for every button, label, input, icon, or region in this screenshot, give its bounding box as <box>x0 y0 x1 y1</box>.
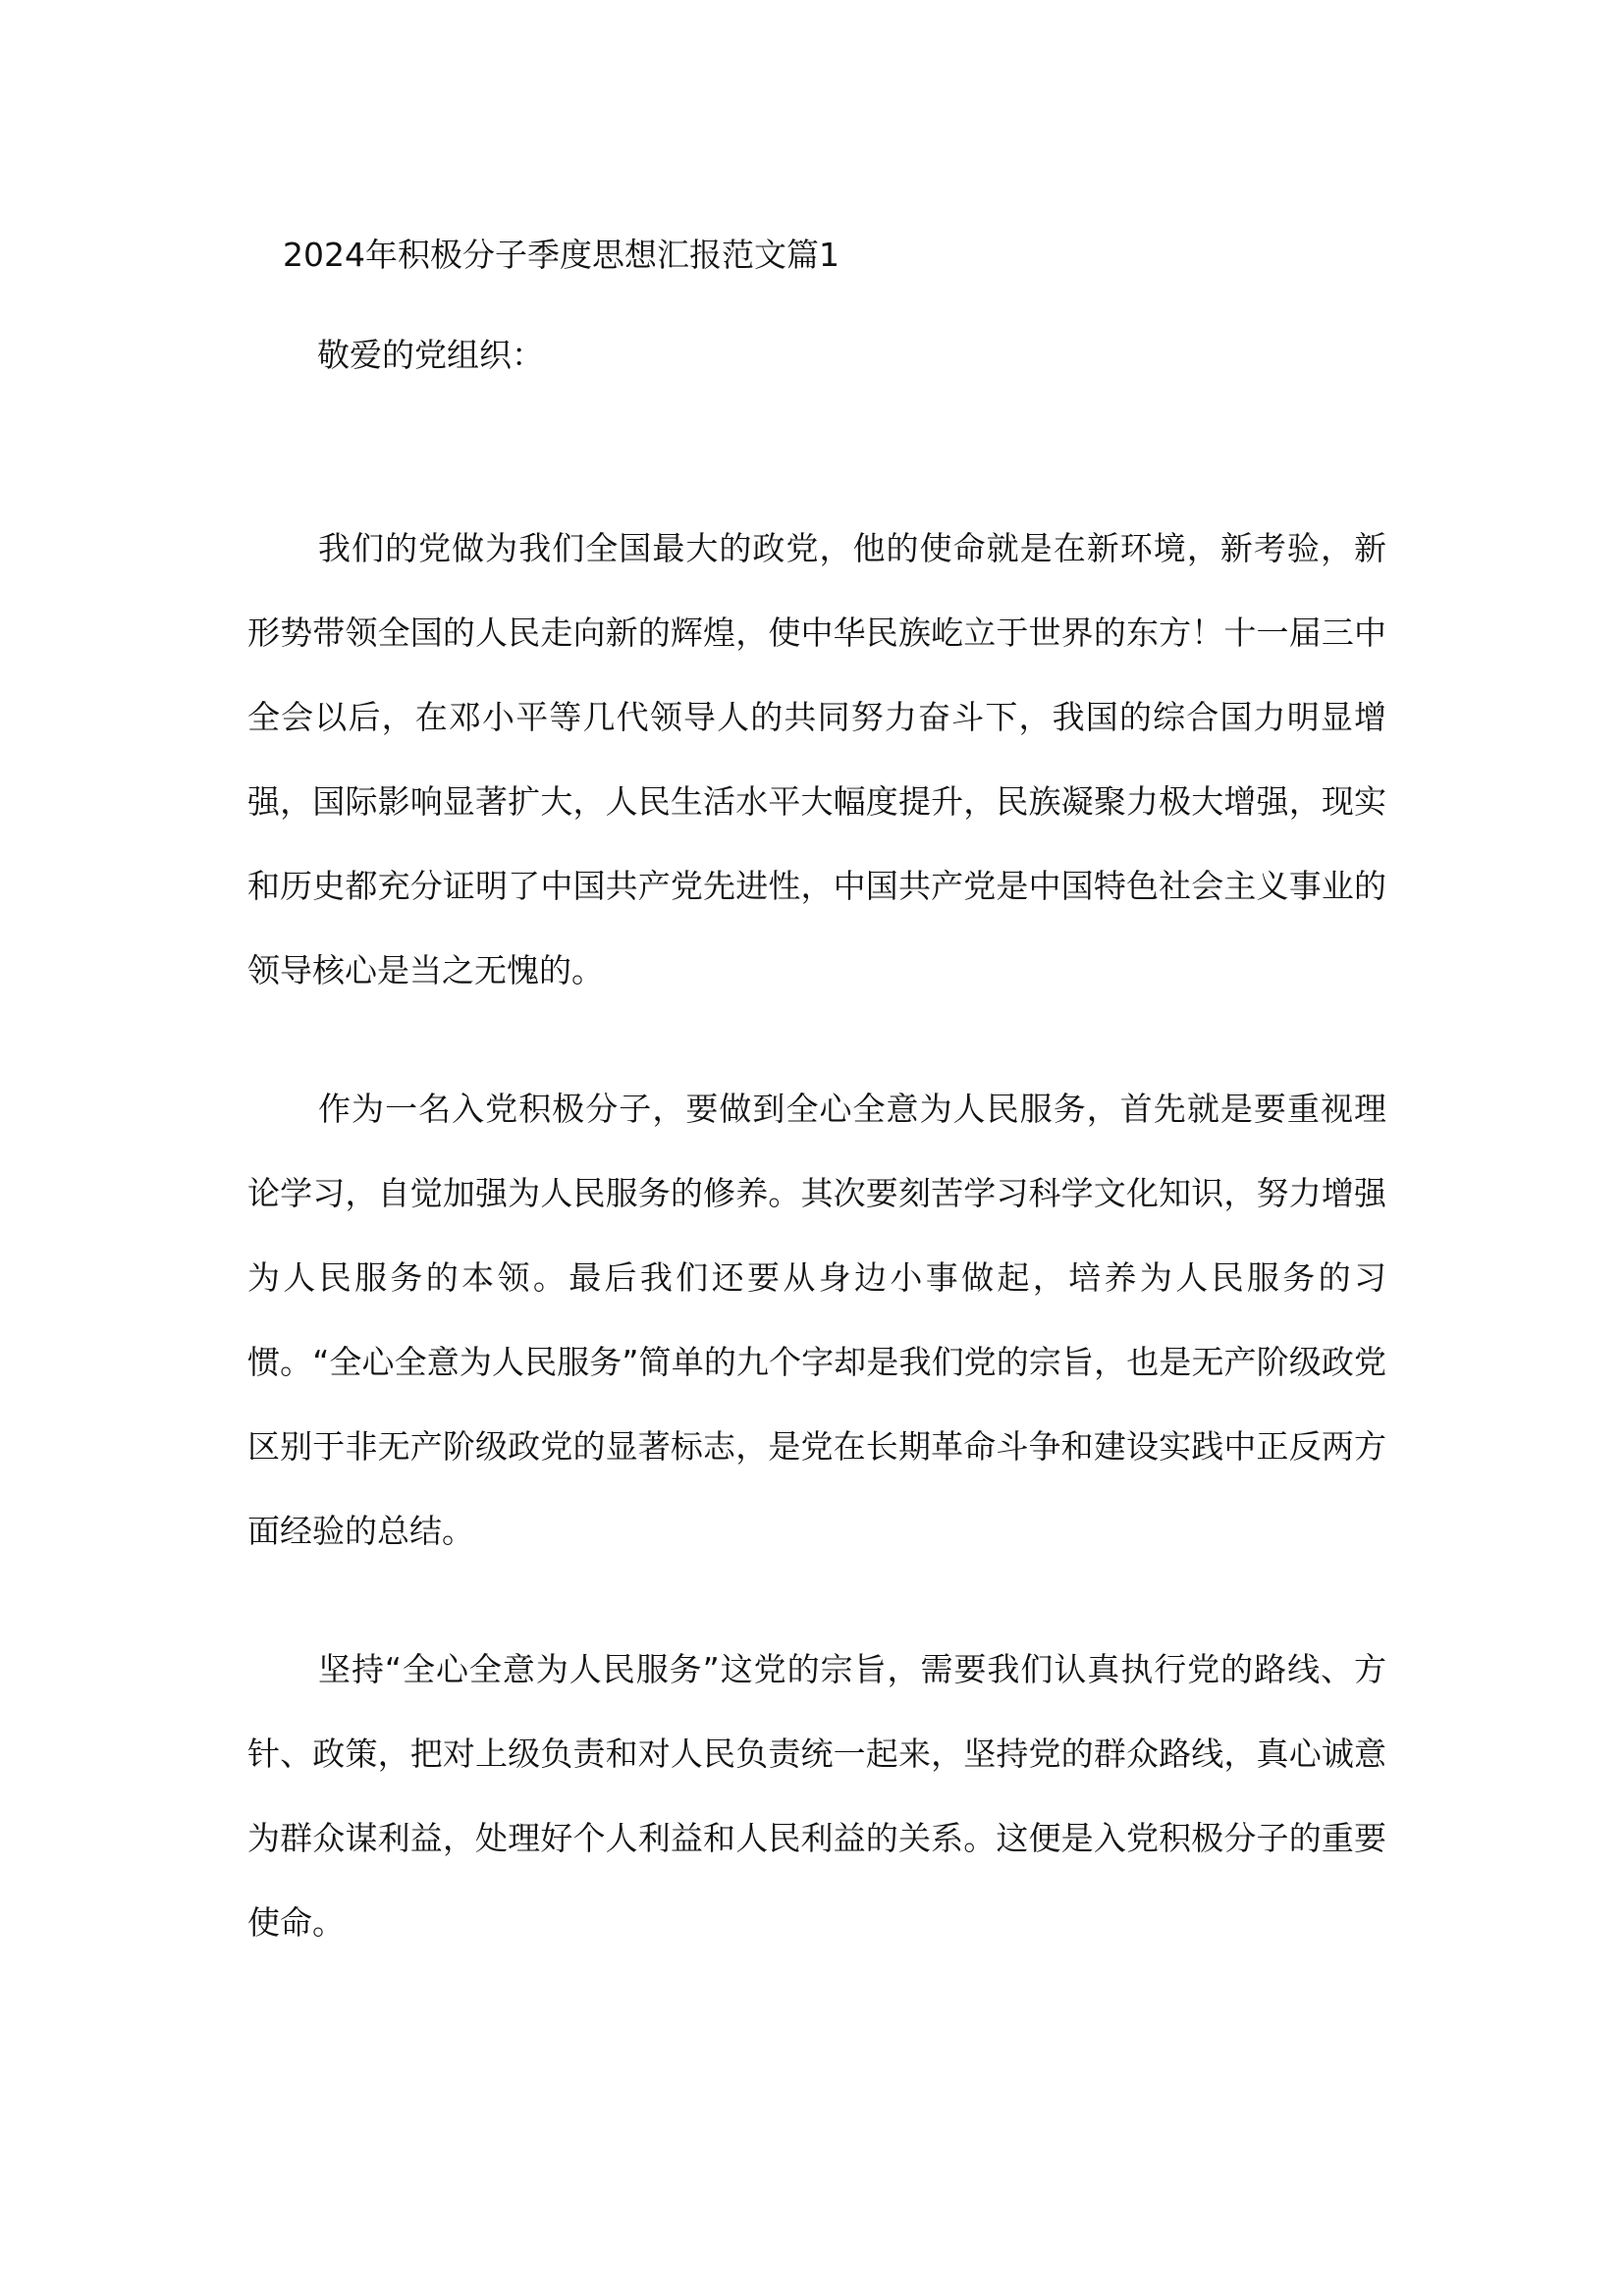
document-title: 2024年积极分子季度思想汇报范文篇1 <box>283 236 839 274</box>
paragraph-2: 作为一名入党积极分子，要做到全心全意为人民服务，首先就是要重视理论学习，自觉加强为人民服务的修养。其次要刻苦学习科学文化知识，努力增强为人民服务的本领。最后我们还要从身边小事做起，培养为人民服务的习惯。“全心全意为人民服务”简单的九个字却是我们党的宗旨，也是无产阶级政党区别于非无产阶级政党的显著标志，是党在长期革命斗争和建设实践中正反两方面经验的总结。 <box>247 1090 1386 1550</box>
salutation: 敬爱的党组织： <box>317 336 544 374</box>
paragraph-3: 坚持“全心全意为人民服务”这党的宗旨，需要我们认真执行党的路线、方针、政策，把对上级负责和对人民负责统一起来，坚持党的群众路线，真心诚意为群众谋利益，处理好个人利益和人民利益的关系。这便是入党积极分子的重要使命。 <box>247 1650 1386 1942</box>
paragraph-1: 我们的党做为我们全国最大的政党，他的使命就是在新环境，新考验，新形势带领全国的人民走向新的辉煌，使中华民族屹立于世界的东方！十一届三中全会以后，在邓小平等几代领导人的共同努力奋斗下，我国的综合国力明显增强，国际影响显著扩大，人民生活水平大幅度提升，民族凝聚力极大增强，现实和历史都充分证明了中国共产党先进性，中国共产党是中国特色社会主义事业的领导核心是当之无愧的。 <box>247 529 1386 989</box>
